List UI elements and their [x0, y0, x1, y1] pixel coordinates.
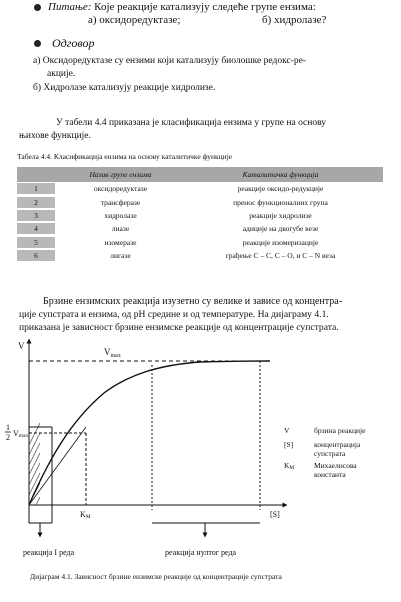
question-line: [48, 1, 316, 13]
table-row-function: реакције хидролизе: [249, 210, 312, 220]
question-option-b: б) хидролазе?: [262, 14, 327, 26]
half-vmax-label: Vmax: [13, 429, 29, 439]
answer-bullet: [34, 40, 41, 47]
table-row-name: хидролазе: [104, 210, 137, 220]
table-row-function: грађење C – C, C – O, и C – N веза: [225, 251, 336, 261]
vmax-label: $V_{max}$: [104, 347, 121, 359]
table-header-num: [17, 169, 55, 180]
question-bullet: [34, 4, 41, 11]
table-row: [17, 195, 383, 208]
legend-symbol-km: KM: [284, 461, 295, 471]
table-row: [17, 222, 383, 235]
legend-text-km1: Михаелисова: [314, 461, 357, 470]
table-row-function: адиције на двогубе везе: [242, 224, 319, 234]
table-row-number: 6: [17, 250, 55, 261]
answer-label: Одговор: [52, 36, 95, 50]
region-first-order-label: реакција I реда: [23, 548, 75, 557]
table-header-row: [17, 167, 383, 182]
table-row-name: оксидоредуктазе: [93, 184, 148, 194]
table-row: [17, 236, 383, 249]
legend: [284, 426, 366, 479]
table-row-function: реакције оксидо-редукције: [237, 184, 324, 194]
question-label: Питање:: [48, 1, 92, 13]
half-vmax-den: 2: [6, 433, 10, 442]
table-row-number: 4: [17, 223, 55, 234]
table-row-number: 2: [17, 197, 55, 208]
paragraph-line-1: Брзине ензимских реакција изузетно су велике и зависе од концентра-: [43, 296, 343, 307]
table-row: [17, 249, 383, 262]
intro-line-2: њихове функције.: [19, 131, 91, 141]
table-row-name: трансферазе: [100, 197, 141, 207]
question-prompt: Које реакције катализују следеће групе ензима:: [94, 1, 316, 13]
table-header-name: Назив групе ензима: [89, 170, 152, 179]
legend-text-km2: константа: [314, 470, 346, 479]
first-order-slope: [29, 427, 86, 505]
table-header-function: Каталитичка функција: [242, 170, 319, 179]
answer-line-b: б) Хидролазе катализују реакције хидролизе.: [33, 83, 216, 93]
region-zero-order-label: реакција нултог реда: [165, 548, 237, 557]
paragraph-line-3: приказана је зависност брзине ензимске реакције од концентрације супстрата.: [19, 322, 339, 333]
table-row-number: 1: [17, 183, 55, 194]
table-row-number: 5: [17, 237, 55, 248]
table-row: [17, 182, 383, 195]
diagram-caption: Дијаграм 4.1. Зависност брзине ензимске реакције од концентрације супстрата: [30, 572, 282, 581]
answer-line-a1: а) Оксидоредуктазе су ензими који катализују биолошке редокс-ре-: [33, 56, 306, 66]
table-row-name: лиазе: [111, 224, 130, 234]
legend-symbol-s: [S]: [284, 440, 294, 449]
km-label: KM: [80, 510, 91, 520]
legend-text-s2: супстрата: [314, 449, 346, 458]
paragraph-line-2: ције супстрата и ензима, од pH средине и од температуре. На дијаграму 4.1.: [19, 309, 329, 320]
table-row-function: реакције изомеризације: [242, 237, 319, 247]
legend-symbol-v: V: [284, 426, 290, 435]
legend-text-v: брзина реакције: [314, 426, 366, 435]
table-row-name: лигазе: [110, 251, 131, 261]
x-axis-label: [S]: [270, 510, 280, 519]
table-row: [17, 209, 383, 222]
table-row-name: изомеразе: [104, 237, 137, 247]
half-vmax-num: 1: [6, 423, 10, 432]
y-axis-label: V: [18, 341, 25, 351]
classification-table: [17, 167, 383, 262]
question-option-a: а) оксидоредуктазе;: [88, 14, 181, 26]
table-row-number: 3: [17, 210, 55, 221]
answer-line-a2: акције.: [47, 69, 76, 79]
table-row-function: пренос функционалних група: [233, 197, 328, 207]
michaelis-menten-diagram: [0, 335, 401, 575]
table-title: Табела 4.4. Класификација ензима на основу каталитичке функције: [17, 152, 233, 161]
intro-line-1: У табели 4.4 приказана је класификација ензима у групе на основу: [56, 118, 327, 128]
legend-text-s1: концентрација: [314, 440, 361, 449]
